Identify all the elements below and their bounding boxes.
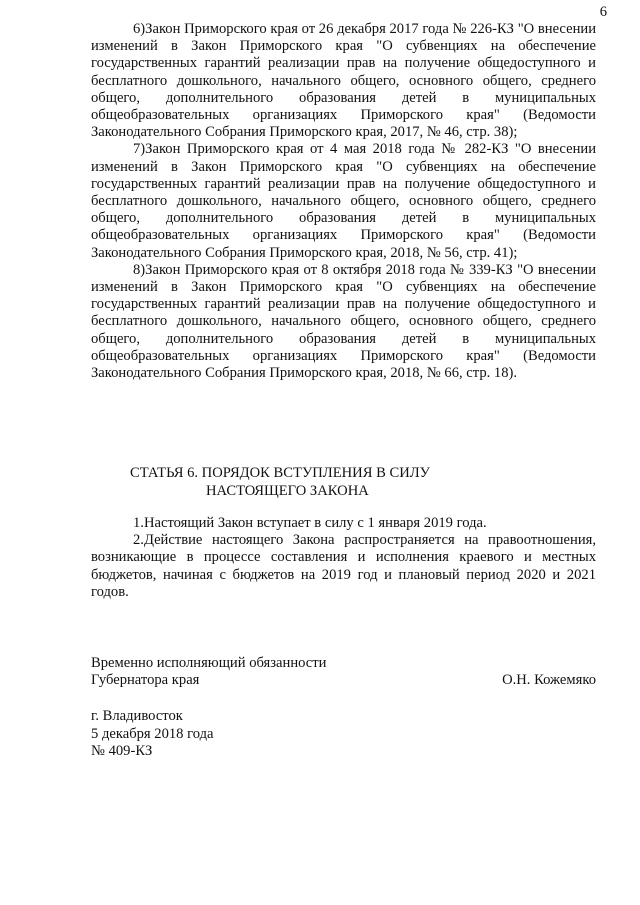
- article-paragraph: 1.Настоящий Закон вступает в силу с 1 января 2019 года.: [133, 515, 487, 531]
- place-date-block: [91, 708, 214, 761]
- signatory-title-line2: Губернатора края: [91, 672, 200, 689]
- law-list: [91, 21, 596, 382]
- article-heading-line2: НАСТОЯЩЕГО ЗАКОНА: [206, 482, 369, 499]
- signatory-title-line1: Временно исполняющий обязанности: [91, 655, 327, 671]
- list-item: 8)Закон Приморского края от 8 октября 2018 года № 339-КЗ "О внесении изменений в Закон Приморского края "О субвенциях на обеспечение государственных гарантий реализации прав на получение общедоступного и бесплатного дошкольного, начального общего, основного общего, среднего общего, дополнительного образования детей в муниципальных общеобразовательных организациях Приморского края" (Ведомости Законодательного Собрания Приморского края, 2018, № 66, стр. 18).: [91, 261, 596, 382]
- city: г. Владивосток: [91, 708, 183, 724]
- signatory-name: О.Н. Кожемяко: [502, 672, 596, 688]
- list-item: 7)Закон Приморского края от 4 мая 2018 года № 282-КЗ "О внесении изменений в Закон Приморского края "О субвенциях на обеспечение государственных гарантий реализации прав на получение общедоступного и бесплатного дошкольного, начального общего, основного общего, среднего общего, дополнительного образования детей в муниципальных общеобразовательных организациях Приморского края" (Ведомости Законодательного Собрания Приморского края, 2018, № 56, стр. 41);: [91, 141, 596, 261]
- date: 5 декабря 2018 года: [91, 725, 214, 742]
- law-number: № 409-КЗ: [91, 743, 153, 759]
- article-heading: [130, 465, 460, 500]
- article-heading-line1: СТАТЬЯ 6. ПОРЯДОК ВСТУПЛЕНИЯ В СИЛУ: [130, 465, 430, 481]
- list-item: 6)Закон Приморского края от 26 декабря 2017 года № 226-КЗ "О внесении изменений в Закон Приморского края "О субвенциях на обеспечение государственных гарантий реализации прав на получение общедоступного и бесплатного дошкольного, начального общего, основного общего, среднего общего, дополнительного образования детей в муниципальных общеобразовательных организациях Приморского края" (Ведомости Законодательного Собрания Приморского края, 2017, № 46, стр. 38);: [91, 21, 596, 141]
- page-number: 6: [599, 4, 607, 20]
- article-body: [91, 515, 596, 601]
- signature-block: [91, 655, 596, 689]
- article-paragraph: 2.Действие настоящего Закона распространяется на правоотношения, возникающие в процессе составления и исполнения краевого и местных бюджетов, начиная с бюджетов на 2019 год и плановый период 2020 и 2021 годов.: [91, 532, 596, 600]
